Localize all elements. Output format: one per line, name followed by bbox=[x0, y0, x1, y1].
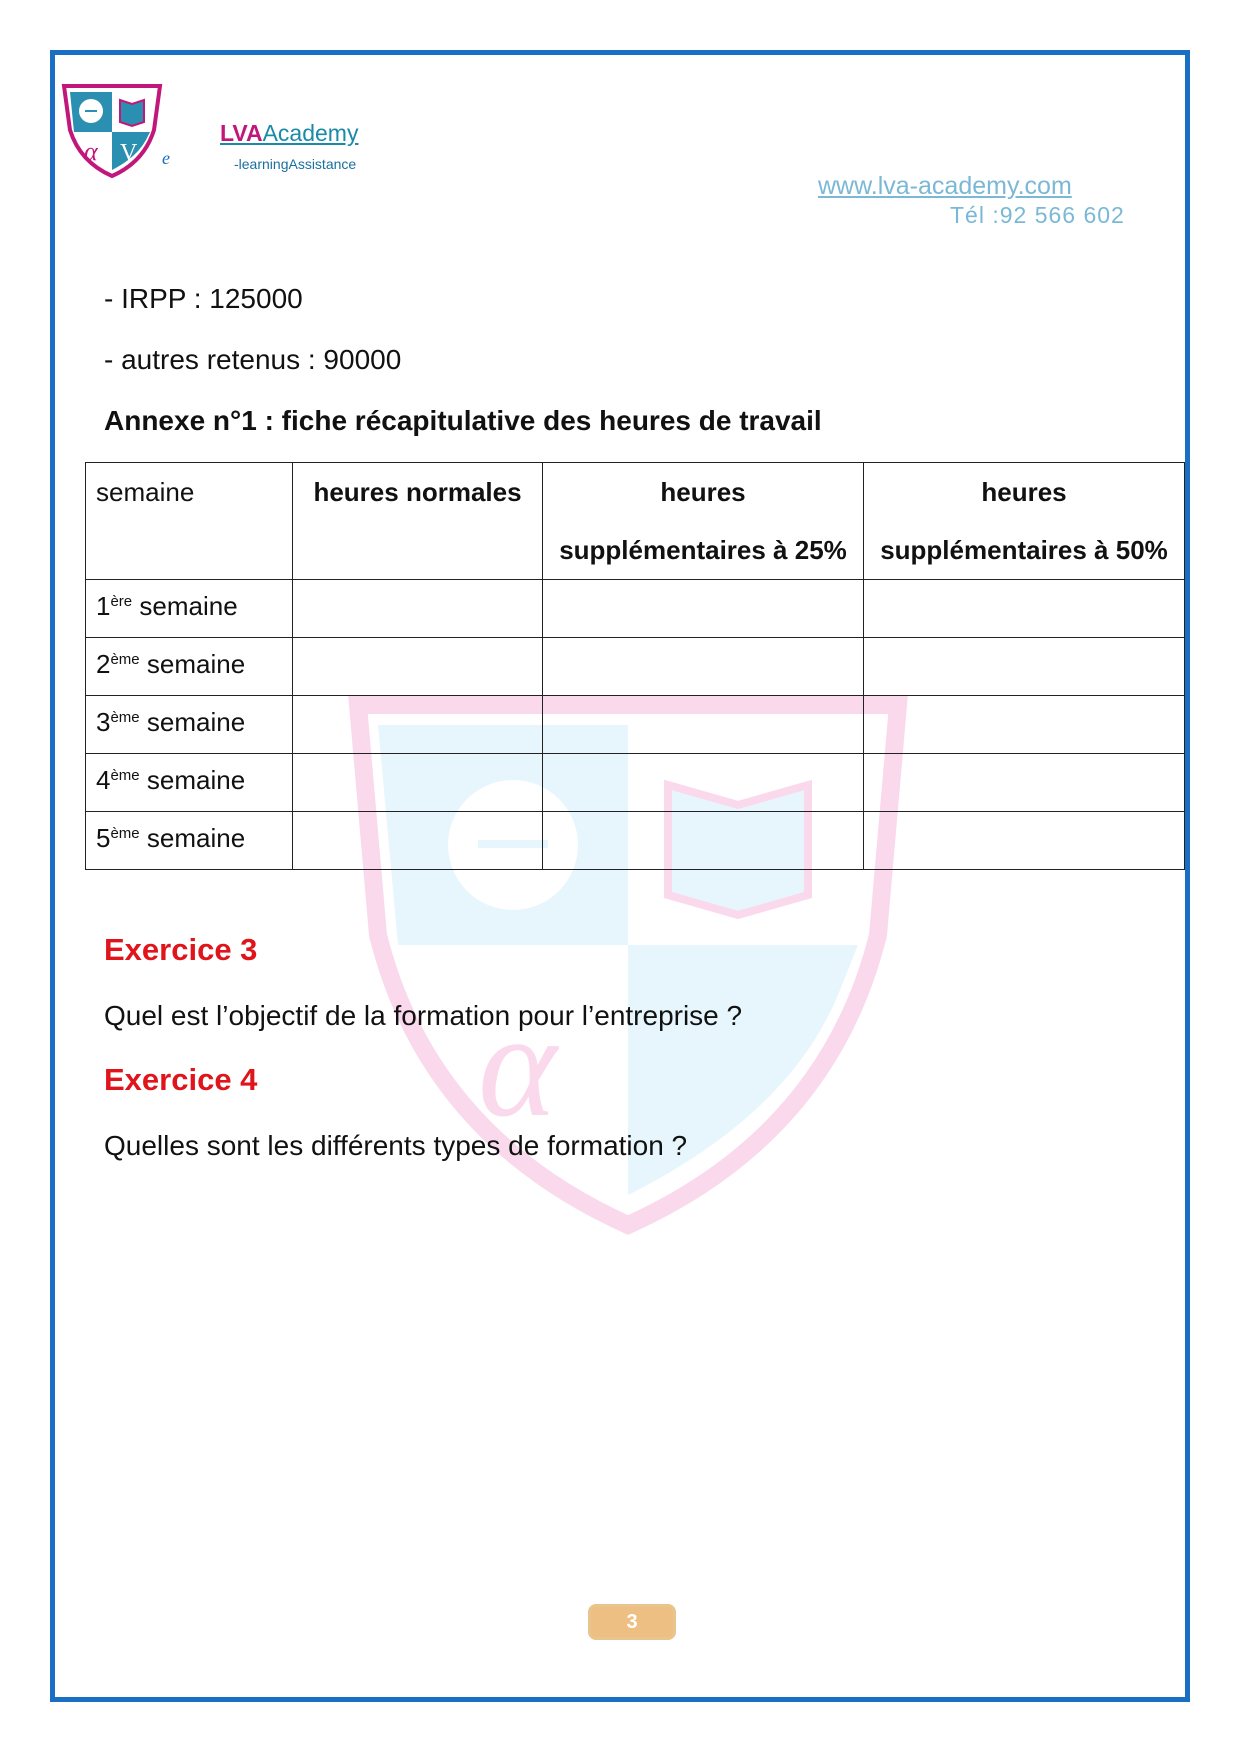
empty-cell bbox=[543, 638, 864, 696]
svg-text:V: V bbox=[120, 140, 138, 166]
empty-cell bbox=[864, 754, 1185, 812]
empty-cell bbox=[864, 580, 1185, 638]
annexe-title: Annexe n°1 : fiche récapitulative des heures de travail bbox=[104, 405, 822, 436]
irpp-line: - IRPP : 125000 bbox=[104, 283, 303, 314]
table-row bbox=[86, 638, 1185, 696]
header-heures-sup-50: heures supplémentaires à 50% bbox=[864, 463, 1185, 580]
week-cell: 3ème semaine bbox=[86, 696, 293, 754]
website-link[interactable]: www.lva-academy.com bbox=[818, 172, 1072, 200]
page-number-badge: 3 bbox=[588, 1604, 676, 1640]
table-header-row bbox=[86, 463, 1185, 580]
table-row bbox=[86, 754, 1185, 812]
lva-academy-shield-logo-icon bbox=[58, 80, 166, 180]
empty-cell bbox=[864, 696, 1185, 754]
brand-name bbox=[220, 120, 358, 147]
table-row bbox=[86, 812, 1185, 870]
autres-retenus-line: - autres retenus : 90000 bbox=[104, 344, 402, 375]
empty-cell bbox=[293, 696, 543, 754]
table-row bbox=[86, 580, 1185, 638]
phone-number: Tél :92 566 602 bbox=[950, 202, 1125, 228]
svg-text:α: α bbox=[84, 137, 98, 166]
empty-cell bbox=[293, 638, 543, 696]
brand-subtitle: -learningAssistance bbox=[234, 156, 357, 172]
empty-cell bbox=[864, 638, 1185, 696]
empty-cell bbox=[543, 754, 864, 812]
hours-table bbox=[85, 462, 1185, 870]
logo-letter: e bbox=[162, 148, 170, 168]
exercise-4-title: Exercice 4 bbox=[104, 1062, 258, 1097]
week-cell: 2ème semaine bbox=[86, 638, 293, 696]
empty-cell bbox=[293, 754, 543, 812]
empty-cell bbox=[293, 812, 543, 870]
brand-academy: Academy bbox=[262, 120, 359, 146]
empty-cell bbox=[543, 812, 864, 870]
empty-cell bbox=[293, 580, 543, 638]
empty-cell bbox=[543, 696, 864, 754]
brand-lva: LVA bbox=[220, 120, 263, 146]
exercise-3-question: Quel est l’objectif de la formation pour l’entreprise ? bbox=[104, 1000, 743, 1031]
table-row bbox=[86, 696, 1185, 754]
header-semaine: semaine bbox=[86, 463, 293, 580]
week-cell: 1ère semaine bbox=[86, 580, 293, 638]
week-cell: 5ème semaine bbox=[86, 812, 293, 870]
empty-cell bbox=[543, 580, 864, 638]
header-heures-normales: heures normales bbox=[293, 463, 543, 580]
empty-cell bbox=[864, 812, 1185, 870]
exercise-3-title: Exercice 3 bbox=[104, 932, 258, 967]
header-heures-sup-25: heures supplémentaires à 25% bbox=[543, 463, 864, 580]
exercise-4-question: Quelles sont les différents types de formation ? bbox=[104, 1130, 688, 1161]
svg-text:α: α bbox=[478, 982, 557, 1148]
week-cell: 4ème semaine bbox=[86, 754, 293, 812]
